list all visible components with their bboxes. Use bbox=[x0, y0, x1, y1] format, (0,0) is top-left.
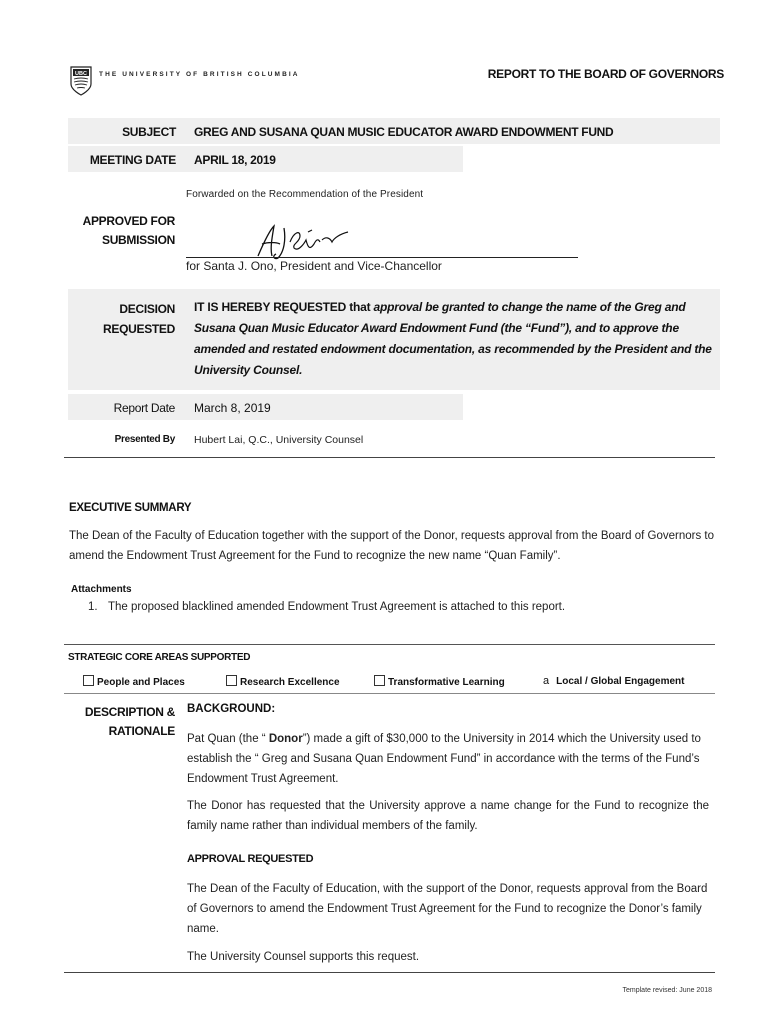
report-date-label: Report Date bbox=[113, 401, 175, 415]
strategic-item-research-excellence: Research Excellence bbox=[226, 675, 340, 688]
divider bbox=[64, 457, 715, 458]
decision-text bbox=[194, 297, 718, 381]
forwarded-note: Forwarded on the Recommendation of the President bbox=[186, 189, 424, 200]
background-paragraph-2: The Donor has requested that the University approve a name change for the Fund to recognize the family name rather than individual members of the family. bbox=[187, 800, 709, 832]
background-title: BACKGROUND: bbox=[187, 703, 276, 715]
decision-body: approval be granted to change the name of the Greg and Susana Quan Music Educator Award Endowment Fund (the “Fund”), and to approve the amended and restated endowment documentation, as recommended by the President and the University Counsel. bbox=[194, 300, 712, 377]
signature-line bbox=[186, 257, 578, 258]
decision-requested-label: DECISION REQUESTED bbox=[103, 302, 175, 336]
approved-for-submission-label: APPROVED FOR SUBMISSION bbox=[82, 214, 175, 247]
executive-summary-title: EXECUTIVE SUMMARY bbox=[69, 502, 192, 514]
presented-by-label: Presented By bbox=[114, 434, 175, 445]
checkbox-icon[interactable] bbox=[83, 675, 94, 686]
meeting-date-value: APRIL 18, 2019 bbox=[194, 153, 276, 167]
approval-paragraph-2: The University Counsel supports this request. bbox=[187, 951, 420, 963]
approval-requested-title: APPROVAL REQUESTED bbox=[187, 853, 314, 865]
divider bbox=[64, 972, 715, 973]
presented-by-value: Hubert Lai, Q.C., University Counsel bbox=[194, 434, 364, 446]
decision-lead: IT IS HEREBY REQUESTED that bbox=[194, 300, 371, 314]
executive-summary-text: The Dean of the Faculty of Education together with the support of the Donor, requests approval from the Board of Governors to amend the Endowment Trust Agreement for the Fund to recognize the new name “Quan Family”. bbox=[69, 530, 715, 562]
checkbox-icon[interactable] bbox=[226, 675, 237, 686]
university-name: THE UNIVERSITY OF BRITISH COLUMBIA bbox=[99, 71, 300, 78]
logo-text: UBC bbox=[75, 71, 87, 77]
strategic-item-transformative-learning: Transformative Learning bbox=[374, 675, 505, 688]
signatory-name: for Santa J. Ono, President and Vice-Chancellor bbox=[186, 259, 442, 273]
attachment-number: 1. bbox=[88, 601, 98, 613]
description-rationale-label: DESCRIPTION & RATIONALE bbox=[84, 705, 175, 738]
meeting-date-label: MEETING DATE bbox=[89, 153, 176, 167]
attachment-item bbox=[88, 601, 565, 613]
donor-term: Donor bbox=[268, 733, 303, 745]
background-paragraph-1: Pat Quan (the “ Donor”) made a gift of $30,000 to the University in 2014 which the University used to establish the “ Greg and Susana Quan Endowment Fund” in accordance with the terms of the Fund’s Endowment Trust Agreement. bbox=[187, 733, 701, 785]
ubc-logo bbox=[70, 66, 92, 96]
subject-value: GREG AND SUSANA QUAN MUSIC EDUCATOR AWARD ENDOWMENT FUND bbox=[194, 125, 614, 139]
strategic-item-local-global-engagement: a Local / Global Engagement bbox=[543, 675, 685, 687]
approval-paragraph-1: The Dean of the Faculty of Education, with the support of the Donor, requests approval from the Board of Governors to amend the Endowment Trust Agreement for the Fund to recognize the Donor’s family name. bbox=[187, 883, 708, 935]
subject-label: SUBJECT bbox=[122, 125, 176, 139]
strategic-areas-title: STRATEGIC CORE AREAS SUPPORTED bbox=[68, 652, 251, 663]
checkbox-icon[interactable] bbox=[374, 675, 385, 686]
president-signature bbox=[250, 218, 355, 262]
template-revised-note: Template revised: June 2018 bbox=[622, 987, 712, 994]
attachment-text: The proposed blacklined amended Endowment Trust Agreement is attached to this report. bbox=[108, 601, 566, 613]
report-date-value: March 8, 2019 bbox=[194, 401, 271, 415]
divider bbox=[64, 644, 715, 645]
divider bbox=[64, 693, 715, 694]
strategic-item-people-and-places: People and Places bbox=[83, 675, 185, 688]
attachments-title: Attachments bbox=[71, 584, 132, 595]
checked-mark-icon[interactable]: a bbox=[543, 675, 550, 687]
report-title: REPORT TO THE BOARD OF GOVERNORS bbox=[487, 67, 724, 81]
